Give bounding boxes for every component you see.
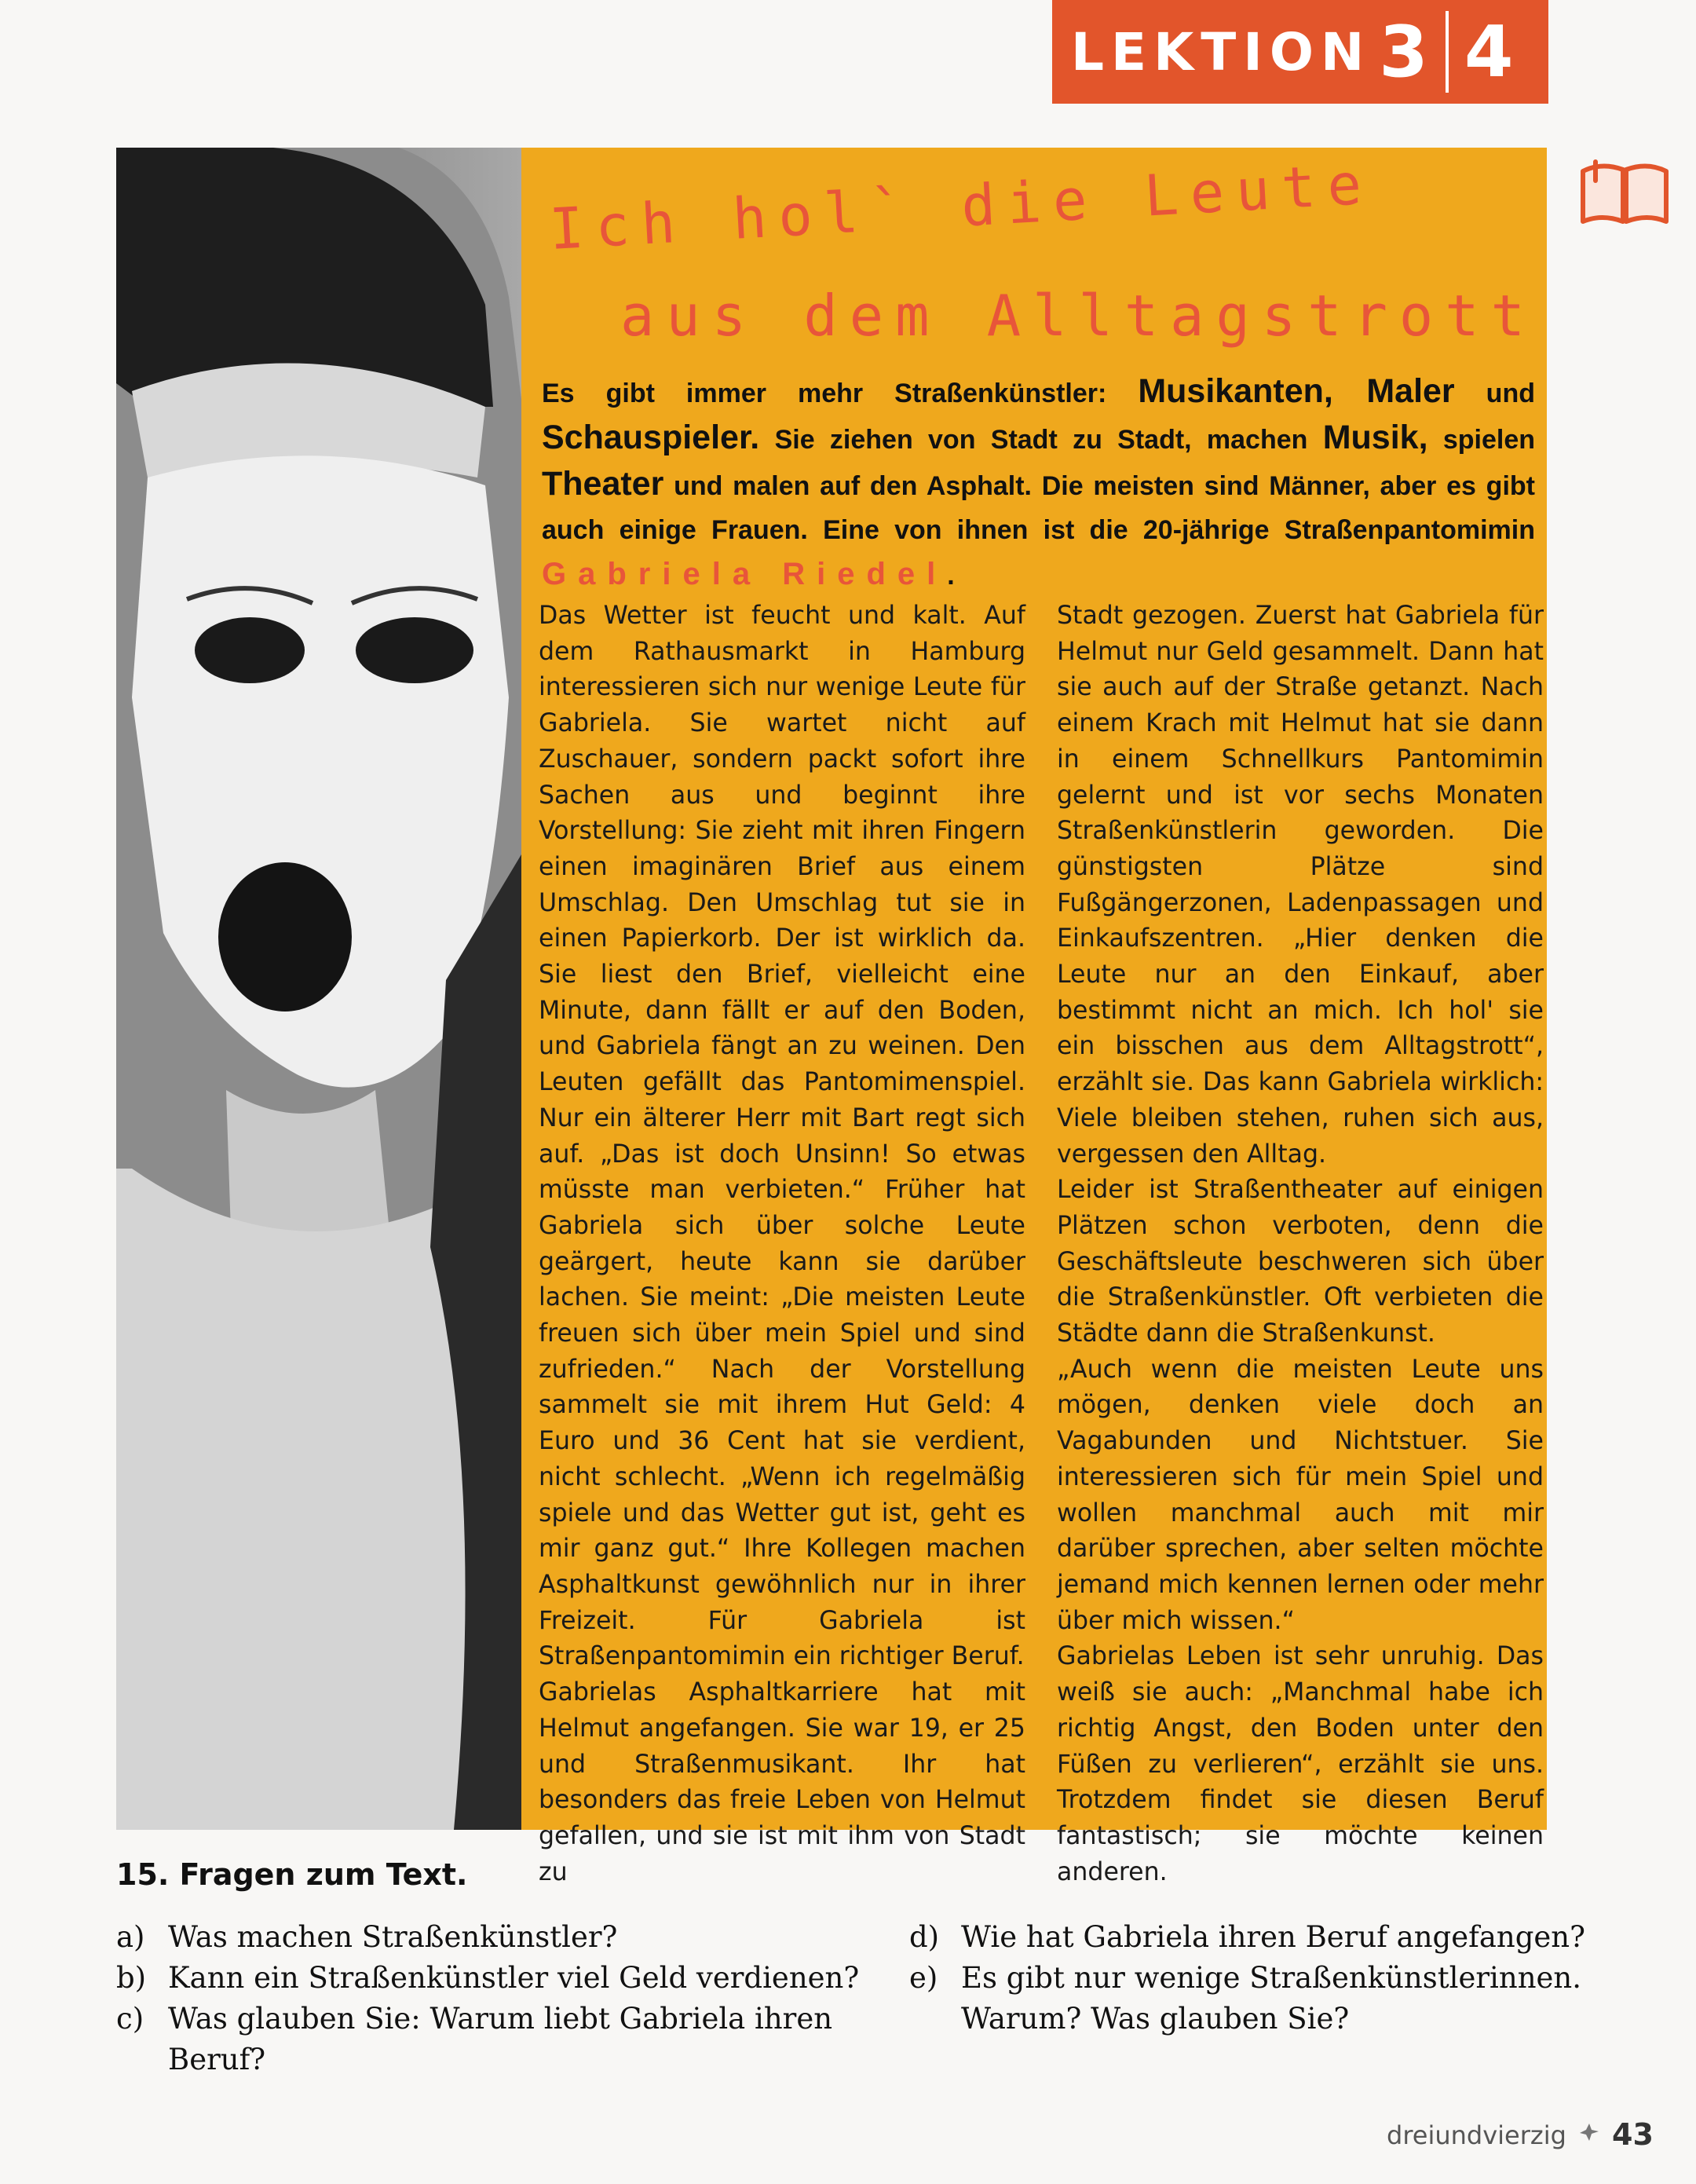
article-title-line-2: aus dem Alltagstrott [620,283,1537,349]
lead-text: Es gibt immer mehr Straßenkünstler: [542,379,1139,408]
question-label: e) [909,1961,938,1995]
exercise-title: 15. Fragen zum Text. [116,1857,468,1892]
question-list-right [909,1917,1632,2039]
lead-emphasis: Theater [542,465,664,503]
lesson-number-a: 3 [1379,10,1428,93]
question-label: a) [116,1920,145,1954]
question-text: Wie hat Gabriela ihren Beruf angefangen? [961,1920,1585,1954]
lead-emphasis: Musikanten, Maler [1138,372,1455,410]
lead-emphasis: Schauspieler. [542,419,760,456]
question-text: Was machen Straßenkünstler? [168,1920,618,1954]
mime-portrait-photo [116,148,521,1830]
article-lead [542,369,1535,598]
question-list-left [116,1917,925,2080]
article-paragraph: Leider ist Straßentheater auf einigen Plätzen schon verboten, denn die Geschäftsleute beschweren sich über die Straßenkünstler. Oft verbieten die Städte dann die Straßenkunst. [1057,1176,1544,1348]
header-divider [1446,11,1449,93]
article-paragraph: Gabrielas Asphaltkarriere hat mit Helmut angefangen. Sie war 19, er 25 und Straßenmusikant. Ihr hat besonders das freie Leben von Helmut gefallen, und sie ist mit ihm von Stadt zu [539,1678,1025,1886]
article-title-line-1: Ich hol` die Leute [547,150,1375,262]
lead-text: spielen [1427,425,1535,455]
lead-text: Sie ziehen von Stadt zu Stadt, machen [759,425,1323,455]
question-label: d) [909,1920,940,1954]
page-number-word: dreiundvierzig [1387,2120,1566,2150]
question-label: b) [116,1961,147,1995]
open-book-icon [1578,157,1671,226]
lektion-label: LEKTION [1071,21,1372,82]
sparkle-icon [1577,2120,1605,2144]
article-paragraph: Gabrielas Leben ist sehr unruhig. Das weiß sie auch: „Manchmal habe ich richtig Angst, den Boden unter den Füßen zu verlieren“, erzählt sie uns. Trotzdem findet sie diesen Beruf fantastisch; sie möchte keinen anderen. [1057,1642,1544,1886]
lesson-header [1052,0,1548,104]
question-item [116,1917,925,1958]
lead-text: und malen auf den Asphalt. Die meisten sind Männer, aber es gibt auch einige Frauen. Eine von ihnen ist die 20-jährige Straßenpantomimin [542,471,1535,545]
lead-emphasis: Musik, [1322,419,1428,456]
question-item [909,1917,1632,1958]
article-paragraph: „Auch wenn die meisten Leute uns mögen, denken viele doch an Vagabunden und Nichtstuer. Sie interessieren sich für mein Spiel und wollen manchmal auch mit mir darüber sprechen, aber selten möchte jemand mich kennen lernen oder mehr über mich wissen.“ [1057,1355,1544,1635]
question-label: c) [116,2002,144,2036]
article-paragraph: Stadt gezogen. Zuerst hat Gabriela für Helmut nur Geld gesammelt. Dann hat sie auch auf der Straße getanzt. Nach einem Krach mit Helmut hat sie dann in einem Schnellkurs Pantomimin gelernt und ist vor sechs Monaten Straßenkünstlerin geworden. Die günstigsten Plätze sind Fußgängerzonen, Ladenpassagen und Einkaufszentren. „Hier denken die Leute nur an den Einkauf, aber bestimmt nicht an mich. Ich hol' sie ein bisschen aus dem Alltagstrott“, erzählt sie. Das kann Gabriela wirklich: Viele bleiben stehen, ruhen sich aus, vergessen den Alltag. [1057,602,1544,1169]
question-text: Es gibt nur wenige Straßenkünstlerinnen. Warum? Was glauben Sie? [961,1961,1582,2036]
question-item [116,1999,925,2080]
article-column-1 [539,598,1025,1890]
question-item [909,1958,1632,2039]
lead-text: und [1454,379,1535,408]
article-column-2 [1057,598,1544,1890]
lead-person-name: Gabriela Riedel [542,557,948,591]
question-text: Kann ein Straßenkünstler viel Geld verdienen? [168,1961,860,1995]
article-paragraph: Das Wetter ist feucht und kalt. Auf dem Rathausmarkt in Hamburg interessieren sich nur wenige Leute für Gabriela. Sie wartet nicht auf Zuschauer, sondern packt sofort ihre Sachen aus und beginnt ihre Vorstellung: Sie zieht mit ihren Fingern einen imaginären Brief aus einem Umschlag. Den Umschlag tut sie in einen Papierkorb. Der ist wirklich da. Sie liest den Brief, vielleicht eine Minute, dann fällt er auf den Boden, und Gabriela fängt an zu weinen. Den Leuten gefällt das Pantomimenspiel. Nur ein älterer Herr mit Bart regt sich auf. „Das ist doch Unsinn! So etwas müsste man verbieten.“ Früher hat Gabriela sich über solche Leute geärgert, heute kann sie darüber lachen. Sie meint: „Die meisten Leute freuen sich über mein Spiel und sind zufrieden.“ Nach der Vorstellung sammelt sie mit ihrem Hut Geld: 4 Euro und 36 Cent hat sie verdient, nicht schlecht. „Wenn ich regelmäßig spiele und das Wetter gut ist, geht es mir ganz gut.“ Ihre Kollegen machen Asphaltkunst gewöhnlich nur in ihrer Freizeit. Für Gabriela ist Straßenpantomimin ein richtiger Beruf. [539,602,1025,1671]
question-text: Was glauben Sie: Warum liebt Gabriela ihren Beruf? [168,2002,833,2076]
question-item [116,1958,925,1999]
lead-text: . [947,561,955,591]
page-number: 43 [1612,2117,1654,2152]
lesson-number-b: 4 [1464,10,1514,93]
